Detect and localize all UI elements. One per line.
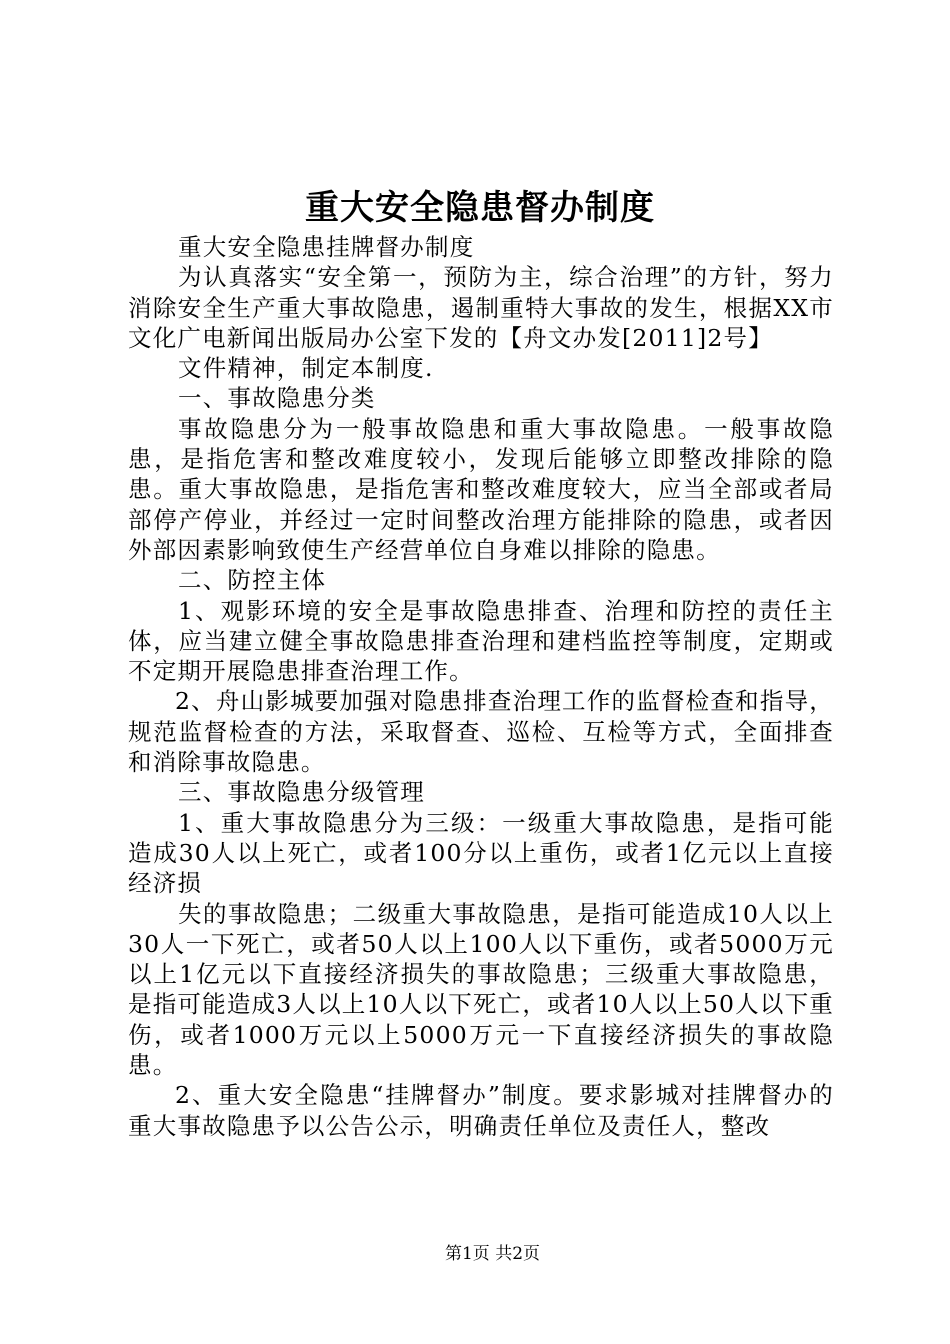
section-heading-2: 二、防控主体 <box>178 566 327 595</box>
prevention-paragraph-2: 2、舟山影城要加强对隐患排查治理工作的监督检查和指导，规范监督检查的方法，采取督查、巡检、互检等方式，全面排查和消除事故隐患。 <box>128 687 834 777</box>
intro-paragraph: 为认真落实“安全第一，预防为主，综合治理”的方针，努力消除安全生产重大事故隐患，遏制重特大事故的发生，根据XX市文化广电新闻出版局办公室下发的【舟文办发[2011]2号】 <box>128 263 834 352</box>
document-title: 重大安全隐患督办制度 <box>305 188 655 228</box>
grading-paragraph-2: 失的事故隐患；二级重大事故隐患，是指可能造成10人以上30人一下死亡，或者50人以上100人以下重伤，或者5000万元以上1亿元以下直接经济损失的事故隐患；三级重大事故隐患，是指可能造成3人以上10人以下死亡，或者10人以上50人以下重伤，或者1000万元以上5000万元一下直接经济损失的事故隐患。 <box>128 899 834 1080</box>
grading-paragraph-3: 2、重大安全隐患“挂牌督办”制度。要求影城对挂牌督办的重大事故隐患予以公告公示，明确责任单位及责任人，整改 <box>128 1081 834 1140</box>
section-heading-3: 三、事故隐患分级管理 <box>178 778 425 807</box>
page-footer: 第1页 共2页 <box>444 1244 541 1264</box>
document-body <box>128 232 834 1141</box>
grading-paragraph-1: 1、重大事故隐患分为三级：一级重大事故隐患，是指可能造成30人以上死亡，或者100分以上重伤，或者1亿元以上直接经济损 <box>128 808 834 898</box>
subtitle-paragraph: 重大安全隐患挂牌督办制度 <box>178 233 475 261</box>
intro-continuation-paragraph: 文件精神，制定本制度. <box>178 354 434 383</box>
classification-paragraph: 事故隐患分为一般事故隐患和重大事故隐患。一般事故隐患，是指危害和整改难度较小，发现后能够立即整改排除的隐患。重大事故隐患，是指危害和整改难度较大，应当全部或者局部停产停业，并经过一定时间整改治理方能排除的隐患，或者因外部因素影响致使生产经营单位自身难以排除的隐患。 <box>128 414 834 564</box>
section-heading-1: 一、事故隐患分类 <box>178 384 376 413</box>
prevention-paragraph-1: 1、观影环境的安全是事故隐患排查、治理和防控的责任主体，应当建立健全事故隐患排查治理和建档监控等制度，定期或不定期开展隐患排查治理工作。 <box>128 596 834 686</box>
